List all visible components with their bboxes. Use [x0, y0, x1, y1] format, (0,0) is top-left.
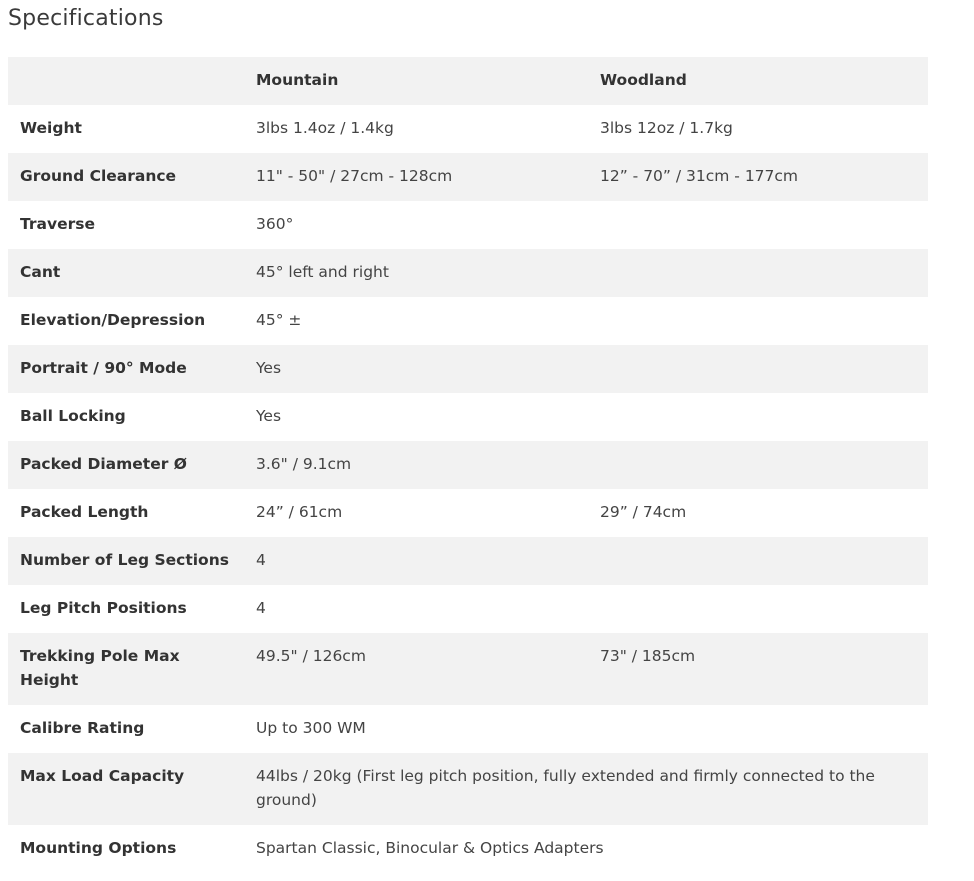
- specifications-table: [8, 57, 928, 873]
- woodland-value: [588, 585, 928, 633]
- mountain-value: 49.5" / 126cm: [256, 647, 366, 665]
- table-header-row: [8, 57, 928, 105]
- header-woodland: Woodland: [600, 71, 687, 89]
- row-label: Packed Length: [20, 503, 149, 521]
- mountain-value: 3lbs 1.4oz / 1.4kg: [256, 119, 394, 137]
- row-label: Max Load Capacity: [20, 767, 185, 785]
- table-row: [8, 753, 928, 825]
- row-label: Trekking Pole Max Height: [20, 647, 180, 689]
- woodland-value: 29” / 74cm: [600, 503, 687, 521]
- table-row: [8, 249, 928, 297]
- row-label: Mounting Options: [20, 839, 177, 857]
- woodland-value: [588, 249, 928, 297]
- table-row: [8, 825, 928, 873]
- table-body: [8, 105, 928, 873]
- row-label: Number of Leg Sections: [20, 551, 229, 569]
- row-label: Cant: [20, 263, 61, 281]
- mountain-value: Spartan Classic, Binocular & Optics Adapters: [256, 839, 604, 857]
- page-title: Specifications: [8, 6, 164, 31]
- row-label: Calibre Rating: [20, 719, 145, 737]
- mountain-value: 45° ±: [256, 311, 302, 329]
- mountain-value: 44lbs / 20kg (First leg pitch position, fully extended and firmly connected to the ground): [256, 767, 875, 809]
- mountain-value: Up to 300 WM: [256, 719, 366, 737]
- table-row: [8, 297, 928, 345]
- header-empty: [8, 57, 244, 105]
- row-label: Ground Clearance: [20, 167, 177, 185]
- woodland-value: [588, 345, 928, 393]
- table-row: [8, 585, 928, 633]
- table-row: [8, 153, 928, 201]
- mountain-value: 4: [256, 551, 266, 569]
- woodland-value: [588, 441, 928, 489]
- row-label: Elevation/Depression: [20, 311, 206, 329]
- row-label: Leg Pitch Positions: [20, 599, 187, 617]
- woodland-value: 12” - 70” / 31cm - 177cm: [600, 167, 799, 185]
- woodland-value: 3lbs 12oz / 1.7kg: [600, 119, 733, 137]
- table-row: [8, 537, 928, 585]
- woodland-value: [588, 705, 928, 753]
- woodland-value: [588, 393, 928, 441]
- table-row: [8, 705, 928, 753]
- table-row: [8, 441, 928, 489]
- row-label: Ball Locking: [20, 407, 126, 425]
- row-label: Portrait / 90° Mode: [20, 359, 187, 377]
- row-label: Packed Diameter Ø: [20, 455, 187, 473]
- woodland-value: [588, 537, 928, 585]
- table-row: [8, 393, 928, 441]
- row-label: Traverse: [20, 215, 95, 233]
- table-row: [8, 201, 928, 249]
- mountain-value: 45° left and right: [256, 263, 389, 281]
- mountain-value: 11" - 50" / 27cm - 128cm: [256, 167, 453, 185]
- table-row: [8, 105, 928, 153]
- mountain-value: 3.6" / 9.1cm: [256, 455, 352, 473]
- header-mountain: Mountain: [256, 71, 339, 89]
- mountain-value: 360°: [256, 215, 294, 233]
- mountain-value: Yes: [256, 359, 282, 377]
- mountain-value: 4: [256, 599, 266, 617]
- woodland-value: [588, 297, 928, 345]
- row-label: Weight: [20, 119, 82, 137]
- mountain-value: Yes: [256, 407, 282, 425]
- woodland-value: [588, 201, 928, 249]
- table-row: [8, 489, 928, 537]
- mountain-value: 24” / 61cm: [256, 503, 343, 521]
- table-row: [8, 345, 928, 393]
- table-row: [8, 633, 928, 705]
- woodland-value: 73" / 185cm: [600, 647, 696, 665]
